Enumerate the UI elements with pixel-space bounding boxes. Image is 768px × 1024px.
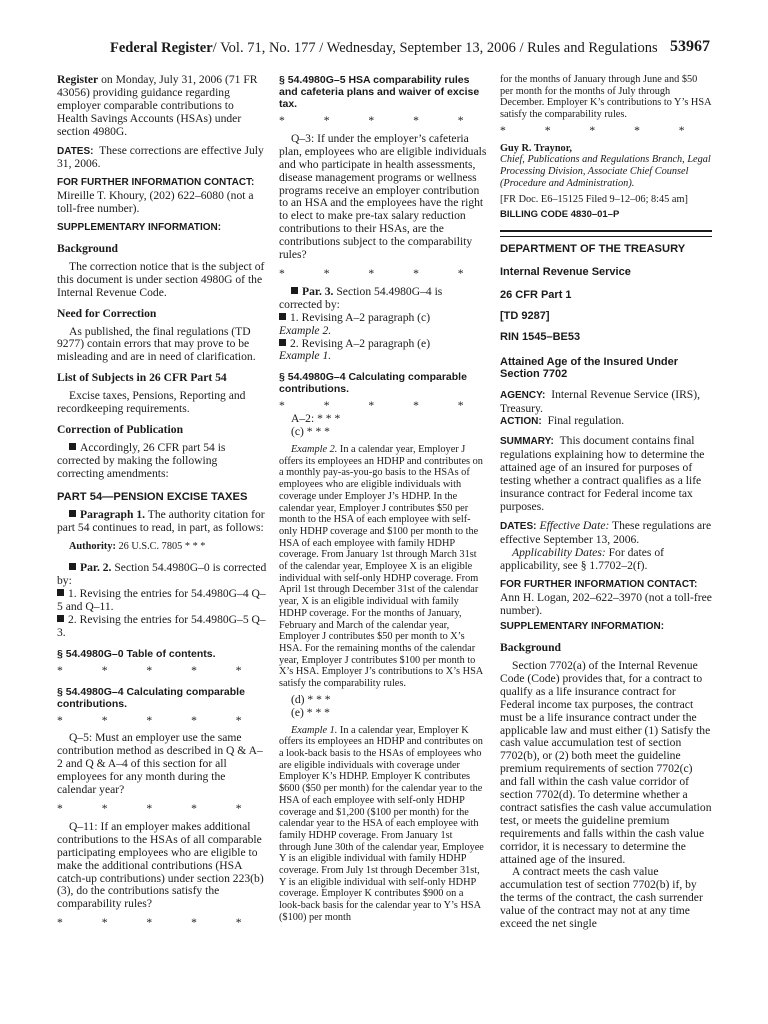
action-label: ACTION:	[500, 416, 542, 428]
intro-text: on Monday, July 31, 2006 (71 FR 43056) providing guidance regarding employer comparable contributions to Health Savings Accounts (HSAs) under section 4980G.	[57, 73, 258, 138]
applicability-label: Applicability Dates:	[512, 545, 606, 559]
running-head	[110, 40, 658, 57]
par-3-item-2-text: 2. Revising A–2 paragraph (e)	[290, 336, 431, 350]
ffi-text: Mireille T. Khoury, (202) 622–6080 (not a toll-free number).	[57, 189, 254, 216]
ellipsis-stars: * * * * *	[279, 399, 482, 413]
paragraph-1	[57, 509, 267, 535]
correction-paragraph	[57, 442, 267, 481]
signer-title: Chief, Publications and Regulations Branch, Legal Processing Division, Associate Chief Counsel (Procedure and Administration).	[500, 154, 711, 189]
question-11: Q–11: If an employer makes additional contributions to the HSAs of all comparable participating employees who are eligible to make the additional contributions (HSA catch-up contributions) under section 223(b)(3), do the contributions satisfy the comparability rules?	[57, 819, 264, 911]
square-bullet-icon	[69, 563, 76, 570]
example-1-label: Example 1.	[291, 724, 338, 736]
dates-text: These corrections are effective July 31, 2006.	[57, 143, 264, 171]
par-2-label: Par. 2.	[80, 561, 112, 575]
authority-line	[69, 541, 267, 554]
column-3	[500, 74, 712, 937]
square-bullet-icon	[279, 339, 286, 346]
ffi-text-2: Ann H. Logan, 202–622–3970 (not a toll-free number).	[500, 591, 712, 618]
par-3-item-2	[279, 338, 487, 364]
background-paragraph-2: A contract meets the cash value accumulation test of section 7702(b) if, by the terms of the contract, the cash surrender value of the contract may not at any time exceed the net single	[500, 865, 703, 931]
par-3-label: Par. 3.	[302, 284, 334, 298]
authority-label: Authority:	[69, 541, 116, 553]
background-paragraph-1: Section 7702(a) of the Internal Revenue Code (Code) provides that, for a contract to qualify as a life insurance contract for Federal income tax purposes, the contract must be a life insurance contract under the applicable law and must either (1) Satisfy the cash value accumulation test of section 7702(b), or (2) both meet the guideline premium requirements of section 7702(c) and fall within the cash value corridor of section 7702(d). To determine whether a contract satisfies the cash value accumulation test, or meets the guideline premium requirements and falls within the cash value corridor, it is necessary to determine the attained age of the insured.	[500, 658, 712, 866]
section-divider-thin	[500, 236, 712, 237]
par-3	[279, 286, 487, 312]
signer-line	[500, 143, 712, 155]
agency-paragraph	[500, 389, 712, 416]
supp-label: SUPPLEMENTARY INFORMATION:	[57, 222, 222, 234]
question-5: Q–5: Must an employer use the same contribution method as described in Q & A–2 and Q & A–4 of this section for all employees for any month during the calendar year?	[57, 731, 263, 797]
ellipsis-stars: * * * * *	[500, 123, 703, 137]
par-3-item-1-example: Example 2.	[279, 323, 332, 337]
agency-text: Internal Revenue Service (IRS), Treasury.	[500, 387, 701, 415]
background-heading: Background	[57, 241, 118, 255]
example-2	[279, 444, 487, 690]
agency-heading: Internal Revenue Service	[500, 266, 631, 279]
effective-label: Effective Date:	[539, 518, 610, 532]
need-paragraph: As published, the final regulations (TD 9277) contain errors that may prove to be misleading and are in need of clarification.	[57, 324, 256, 364]
dates-label-2: DATES:	[500, 520, 537, 532]
need-heading: Need for Correction	[57, 306, 157, 320]
d-line: (d) * * *	[291, 692, 331, 706]
example-1-text: In a calendar year, Employer K offers its employees an HDHP and contributes on a look-back basis to the HSAs of employees who are eligible individuals with coverage under Employer K’s HDHP. Employer K contributes $600 ($50 per month) for the calendar year to the HSA of each employee with self-only HDHP coverage and $1,200 ($100 per month) for the calendar year to the HSA of each employee with family HDHP coverage. From January 1st through June 30th of the calendar year, Employee Y is an eligible individual with family HDHP coverage. From July 1st through December 31st, Y is an eligible individual with self-only HDHP coverage. Employer K contributes $900 on a look-back basis for the calendar year to Y’s HSA ($100) per month	[279, 724, 484, 923]
ffi-label-2: FOR FURTHER INFORMATION CONTACT:	[500, 579, 698, 591]
example-2-label: Example 2.	[291, 444, 338, 456]
agency-label: AGENCY:	[500, 389, 546, 401]
part-heading: PART 54—PENSION EXCISE TAXES	[57, 490, 248, 503]
ellipsis-stars: * * * * *	[279, 114, 482, 127]
section-4-heading: § 54.4980G–4 Calculating comparable contributions.	[57, 685, 245, 710]
par-2-item-2-text: 2. Revising the entries for 54.4980G–5 Q–3.	[57, 612, 266, 639]
background-heading-2: Background	[500, 641, 561, 655]
paragraph-1-text: The authority citation for part 54 continues to read, in part, as follows:	[57, 508, 265, 535]
authority-text: 26 U.S.C. 7805 * * *	[115, 541, 206, 553]
square-bullet-icon	[69, 443, 76, 450]
par-3-item-1	[279, 312, 487, 338]
question-3: Q–3: If under the employer’s cafeteria plan, employees who are eligible individuals and who participate in health assessments, disease management programs or wellness programs receive an employer contribution to an HSA and the employees have the right to elect to make pre-tax salary reduction contributions to their HSAs, are the contributions subject to the comparability rules?	[279, 131, 487, 262]
square-bullet-icon	[69, 510, 76, 517]
ffi-label: FOR FURTHER INFORMATION CONTACT:	[57, 177, 255, 189]
applicability-paragraph	[500, 547, 712, 573]
cfr-heading: 26 CFR Part 1	[500, 288, 572, 301]
correction-text: Accordingly, 26 CFR part 54 is corrected by making the following correcting amendments:	[57, 440, 226, 480]
intro-paragraph	[57, 74, 267, 139]
action-text: Final regulation.	[544, 414, 625, 428]
subjects-heading: List of Subjects in 26 CFR Part 54	[57, 371, 227, 385]
page-header	[56, 40, 710, 62]
page-number: 53967	[670, 38, 710, 55]
document-subject: Attained Age of the Insured Under Section 7702	[500, 355, 679, 381]
section-0-heading: § 54.4980G–0 Table of contents.	[57, 647, 216, 660]
dates-paragraph	[57, 145, 267, 172]
ellipsis-stars: * * * * *	[279, 266, 482, 280]
applicability-text: For dates of applicability, see § 1.7702–2(f).	[500, 545, 664, 572]
square-bullet-icon	[57, 589, 64, 596]
signer-name: Guy R. Traynor,	[500, 142, 572, 154]
continued-text: for the months of January through June and $50 per month for the months of July through December. Employer K’s contributions to Y’s HSA satisfy the comparability rules.	[500, 74, 711, 121]
subjects-paragraph: Excise taxes, Pensions, Reporting and recordkeeping requirements.	[57, 389, 246, 416]
column-1	[57, 74, 267, 935]
ellipsis-stars: * * * * *	[57, 663, 260, 677]
signature-block	[500, 143, 712, 206]
ellipsis-stars: * * * * *	[57, 916, 260, 930]
a2-line: A–2: * * *	[291, 412, 341, 426]
supp-label-2: SUPPLEMENTARY INFORMATION:	[500, 621, 665, 633]
fr-doc: [FR Doc. E6–15125 Filed 9–12–06; 8:45 am]	[500, 193, 688, 205]
column-2	[279, 74, 487, 928]
square-bullet-icon	[279, 313, 286, 320]
paragraph-1-label: Paragraph 1.	[80, 508, 146, 522]
par-2-text: Section 54.4980G–0 is corrected by:	[57, 561, 267, 588]
ellipsis-stars: * * * * *	[57, 801, 260, 815]
example-2-paragraph	[279, 444, 487, 690]
section-divider	[500, 230, 712, 232]
effective-text: These regulations are effective September 13, 2006.	[500, 518, 712, 546]
par-2-item-1-text: 1. Revising the entries for 54.4980G–4 Q–5 and Q–11.	[57, 587, 266, 613]
example-2-text: In a calendar year, Employer J offers its employees an HDHP and contributes on a monthly pay-as-you-go basis to the HSAs of employees who are eligible individuals with coverage under Employer J’s HDHP. In the calendar year, Employer J contributes $50 per month to the HSA of each employee with self-only HDHP coverage and $100 per month to the HSA of each employee with family HDHP coverage. From January 1st through March 31st of the calendar year, Employee X is an eligible individual with self-only HDHP coverage. From April 1st through December 31st of the calendar year, X is an eligible individual with family HDHP coverage. For the months of January, February and March of the calendar year, Employer J contributes $50 per month to X’s HSA. For the remaining months of the calendar year, Employer J contributes $100 per month to X’s HSA. Employer J’s contributions to X’s HSA satisfy the comparability rules.	[279, 444, 483, 690]
section-4-heading-2: § 54.4980G–4 Calculating comparable contributions.	[279, 371, 467, 396]
summary-text: This document contains final regulations explaining how to determine the attained age of an insured for purposes of testing whether a contract qualifies as a life insurance contract for Federal income tax purposes.	[500, 434, 705, 513]
department-heading: DEPARTMENT OF THE TREASURY	[500, 243, 686, 256]
c-line: (c) * * *	[291, 425, 330, 439]
dates-label: DATES:	[57, 145, 94, 157]
e-line: (e) * * *	[291, 705, 330, 719]
par-2-item-2	[57, 614, 267, 640]
square-bullet-icon	[291, 287, 298, 294]
billing-code: BILLING CODE 4830–01–P	[500, 209, 620, 221]
rin-number: RIN 1545–BE53	[500, 330, 581, 343]
section-5-heading: § 54.4980G–5 HSA comparability rules and cafeteria plans and waiver of excise tax.	[279, 74, 480, 110]
square-bullet-icon	[57, 615, 64, 622]
correction-heading: Correction of Publication	[57, 422, 184, 436]
summary-paragraph	[500, 435, 712, 513]
par-3-text: Section 54.4980G–4 is corrected by:	[279, 284, 443, 311]
background-paragraph: The correction notice that is the subject of this document is under section 4980G of the Internal Revenue Code.	[57, 259, 265, 299]
issue-info: / Vol. 71, No. 177 / Wednesday, September 13, 2006 / Rules and Regulations	[212, 40, 658, 56]
example-1	[279, 725, 487, 924]
journal-name: Federal Register	[110, 40, 213, 56]
td-number: [TD 9287]	[500, 309, 550, 322]
intro-bold: Register	[57, 73, 99, 86]
ffi-paragraph-2	[500, 578, 712, 618]
example-1-continued	[500, 74, 712, 121]
par-2	[57, 562, 267, 588]
ellipsis-stars: * * * * *	[57, 713, 260, 727]
par-3-item-1-text: 1. Revising A–2 paragraph (c)	[290, 310, 431, 324]
example-1-paragraph	[279, 725, 487, 924]
summary-label: SUMMARY:	[500, 436, 554, 448]
par-3-item-2-example: Example 1.	[279, 349, 332, 363]
action-paragraph	[500, 415, 712, 429]
dates-paragraph-2	[500, 520, 712, 547]
par-2-item-1	[57, 588, 267, 614]
